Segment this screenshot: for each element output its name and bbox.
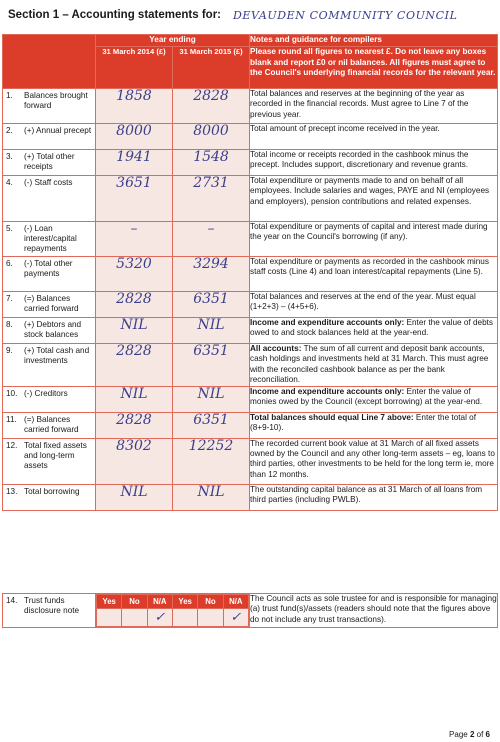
trust-option-checkbox[interactable]: ✓ [147,609,172,627]
row-label-cell [3,89,96,124]
row-label: (+) Total other receipts [24,152,75,171]
row-label: (=) Balances carried forward [24,294,79,313]
row-note [250,386,498,412]
row-note-text: The recorded current book value at 31 March of all fixed assets owned by the Council and any other long-term assets – eg, loans to third parties, other investments to be held for the long term ie, more than 12 months. [250,438,495,479]
trust-options-grid [96,594,249,627]
table-row [3,344,498,387]
table-row [3,150,498,176]
trust-option-no-2014: No [122,595,147,609]
table-corner-cell [3,35,96,89]
row-number: 4. [6,178,13,187]
row-note-text: Total balances and reserves at the beginning of the year as recorded in the financial records. Must agree to Line 7 of the previous year. [250,89,469,119]
row-number: 8. [6,320,13,329]
trust-funds-table [2,593,498,628]
row-label-cell [3,318,96,344]
row-label-cell [3,124,96,150]
row-number: 1. [6,91,13,100]
trust-funds-note: The Council acts as sole trustee for and is responsible for managing (a) trust fund(s)/assets (readers should note that the figures above do not include any trust transactions). [250,594,498,628]
section-title: Section 1 – Accounting statements for: [8,9,221,21]
value-2015-field[interactable]: 2828 [173,89,250,124]
value-2014-field[interactable]: 2828 [96,412,173,438]
row-note [250,318,498,344]
value-2014-field[interactable]: 2828 [96,292,173,318]
row-note-text: Total amount of precept income received in the year. [250,124,440,133]
value-2015-field[interactable]: 3294 [173,257,250,292]
row-label-cell [3,344,96,387]
value-2014-field[interactable]: 2828 [96,344,173,387]
table-row [3,412,498,438]
page-of: of [476,730,484,739]
trust-option-yes-2015: Yes [172,595,197,609]
row-note [250,124,498,150]
value-2014-field[interactable]: 1858 [96,89,173,124]
row-label-cell [3,257,96,292]
row-note-text: Total balances and reserves at the end of the year. Must equal (1+2+3) – (4+5+6). [250,292,476,312]
trust-option-checkbox[interactable] [122,609,147,627]
value-2014-field[interactable]: NIL [96,318,173,344]
page-total: 6 [485,730,490,739]
row-label: (=) Balances carried forward [24,414,79,434]
row-label-cell [3,176,96,222]
table-row [3,257,498,292]
value-2015-field[interactable]: NIL [173,318,250,344]
table-row [3,484,498,510]
value-2014-field[interactable]: 8302 [96,438,173,484]
row-number: 2. [6,126,13,135]
value-2015-field[interactable]: 6351 [173,344,250,387]
row-note [250,438,498,484]
value-2014-field[interactable]: 5320 [96,257,173,292]
row-label: Total fixed assets and long-term assets [24,440,87,470]
row-number: 14. [6,596,18,605]
row-label: (+) Total cash and investments [24,346,90,365]
row-note [250,344,498,387]
row-note-text: The outstanding capital balance as at 31 March of all loans from third parties (including PWLB). [250,484,483,505]
row-note-emphasis: Income and expenditure accounts only: [250,318,405,327]
value-2015-field[interactable]: 6351 [173,292,250,318]
trust-option-na-2015: N/A [223,595,248,609]
row-number: 5. [6,224,13,233]
row-note-emphasis: All accounts: [250,344,302,353]
row-note-text: Enter the value of debts owed to and stock balances held at the year-end. [250,318,494,338]
trust-option-checkbox[interactable] [97,609,122,627]
page-label: Page [449,730,468,739]
value-2015-field[interactable]: 1548 [173,150,250,176]
trust-option-no-2015: No [198,595,223,609]
value-2015-field[interactable]: 2731 [173,176,250,222]
value-2015-field[interactable]: – [173,222,250,257]
row-number: 9. [6,346,13,355]
row-label-cell [3,222,96,257]
row-note-emphasis: Total balances should equal Line 7 above: [250,412,414,422]
row-label-cell [3,292,96,318]
row-note [250,257,498,292]
row-note-text: Enter the total of (8+9-10). [250,412,477,433]
page-number [449,730,490,739]
trust-option-checkbox[interactable] [172,609,197,627]
row-number: 3. [6,152,13,161]
row-note [250,222,498,257]
year-ending-header: Year ending [96,35,250,47]
value-2014-field[interactable]: – [96,222,173,257]
row-note-text: Total expenditure or payments of capital and interest made during the year on the Council's borrowing (if any). [250,222,488,242]
row-note-text: Enter the value of monies owed by the Council (except borrowing) at the year-end. [250,386,483,407]
value-2014-field[interactable]: 1941 [96,150,173,176]
value-2015-field[interactable]: 12252 [173,438,250,484]
column-header-2015: 31 March 2015 (£) [173,47,250,89]
trust-option-na-2014: N/A [147,595,172,609]
council-name-handwritten: DEVAUDEN COMMUNITY COUNCIL [233,8,458,22]
row-note [250,292,498,318]
row-label: (-) Total other payments [24,259,73,278]
trust-option-checkbox[interactable]: ✓ [223,609,248,627]
trust-option-checkbox[interactable] [198,609,223,627]
row-note [250,89,498,124]
row-label-cell [3,438,96,484]
compiler-guidance: Please round all figures to nearest £. Do not leave any boxes blank and report £0 or nil balances. All figures must agree to the Council's underlying financial records for the relevant year. [250,47,498,89]
table-row [3,222,498,257]
row-note-text: The sum of all current and deposit bank accounts, cash holdings and investments held at 31 March. This must agree with the reconciled cashbook balance as per the bank reconciliation. [250,344,489,385]
trust-funds-label-cell [3,594,96,628]
row-number: 11. [6,414,17,424]
row-label: (-) Staff costs [24,178,73,187]
table-row [3,292,498,318]
value-2014-field[interactable]: 3651 [96,176,173,222]
value-2014-field[interactable]: 8000 [96,124,173,150]
row-note [250,484,498,510]
value-2015-field[interactable]: 6351 [173,412,250,438]
row-number: 6. [6,259,13,268]
row-label: Trust funds disclosure note [24,596,80,615]
page-current: 2 [469,730,475,739]
value-2015-field[interactable]: 8000 [173,124,250,150]
row-number: 10. [6,388,18,398]
trust-option-yes-2014: Yes [97,595,122,609]
value-2014-field[interactable]: NIL [96,484,173,510]
row-label: (-) Loan interest/capital repayments [24,224,77,253]
row-label-cell [3,412,96,438]
row-label: Total borrowing [24,486,80,496]
table-row [3,438,498,484]
row-note [250,150,498,176]
table-row [3,386,498,412]
page-header [8,2,492,28]
row-label-cell [3,386,96,412]
value-2015-field[interactable]: NIL [173,386,250,412]
row-label: (+) Annual precept [24,126,92,135]
value-2014-field[interactable]: NIL [96,386,173,412]
row-label: (+) Debtors and stock balances [24,320,82,339]
table-row [3,124,498,150]
row-number: 12. [6,440,18,450]
table-row [3,176,498,222]
notes-header: Notes and guidance for compilers [250,35,498,47]
row-note-text: Total expenditure or payments as recorded in the cashbook minus staff costs (Line 4) and loan interest/capital repayments (Line 5). [250,257,489,277]
row-label-cell [3,484,96,510]
row-label-cell [3,150,96,176]
row-note-text: Total income or receipts recorded in the cashbook minus the precept. Includes support, discretionary and revenue grants. [250,150,469,170]
row-note [250,176,498,222]
row-label: (-) Creditors [24,388,68,398]
trust-funds-options [96,594,250,628]
accounting-statements-table [2,34,498,511]
row-label: Balances brought forward [24,91,88,110]
value-2015-field[interactable]: NIL [173,484,250,510]
row-note-text: Total expenditure or payments made to and on behalf of all employees. Include salaries and wages, PAYE and NI (employees and employers), pension contributions and related expenses. [250,176,490,206]
table-row [3,89,498,124]
column-header-2014: 31 March 2014 (£) [96,47,173,89]
row-note [250,412,498,438]
row-number: 7. [6,294,13,303]
row-number: 13. [6,486,18,496]
row-note-emphasis: Income and expenditure accounts only: [250,386,405,396]
statement-rows [3,89,498,511]
table-row [3,318,498,344]
